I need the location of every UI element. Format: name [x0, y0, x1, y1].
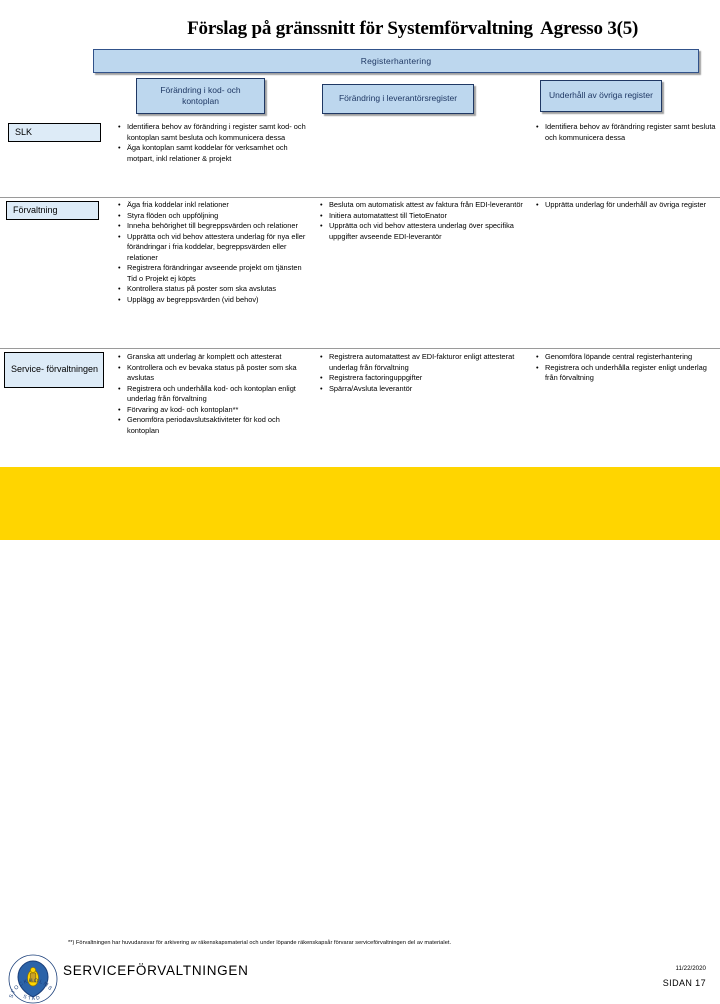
- bullet-item: [320, 200, 525, 211]
- bullet-item: [118, 200, 308, 211]
- column-header-label: Förändring i leverantörsregister: [338, 93, 458, 104]
- bullet-item: [536, 363, 716, 384]
- bullet-marker-icon: •: [320, 221, 323, 231]
- bullet-marker-icon: •: [118, 415, 121, 425]
- bullet-marker-icon: •: [536, 352, 539, 361]
- bullet-marker-icon: •: [118, 352, 121, 361]
- column-header-label: Förändring i kod- och kontoplan: [160, 84, 241, 106]
- svg-text:STOCKHOLMS: STOCKHOLMS: [8, 977, 54, 1000]
- bullet-text: Inneha behörighet till begreppsvärden och relationer: [127, 221, 298, 231]
- bullet-marker-icon: •: [320, 200, 323, 209]
- bullet-text: Registrera automatattest av EDI-fakturor enligt attesterat underlag från förvaltning: [329, 352, 515, 372]
- bullet-item: [118, 263, 308, 284]
- bullet-text: Upprätta underlag för underhåll av övriga register: [545, 200, 707, 209]
- bullet-text: Registrera och underhålla register enligt underlag från förvaltning: [545, 362, 707, 383]
- bullet-text: Granska att underlag är komplett och attesterat: [127, 352, 282, 361]
- footnote-text: **) Förvaltningen har huvudansvar för arkivering av räkenskapsmaterial och under löpande räkenskapsår förvarar serviceförvaltningen del av materialet.: [68, 940, 452, 946]
- bullet-text: Besluta om automatisk attest av faktura från EDI-leverantör: [329, 200, 523, 209]
- bullet-item: [118, 415, 308, 436]
- bullet-item: [118, 284, 308, 295]
- stockholm-city-crest-icon: [8, 954, 58, 1004]
- bullet-item: [320, 373, 525, 384]
- bullet-marker-icon: •: [536, 122, 539, 131]
- bullet-item: [118, 384, 308, 405]
- bullet-item: [320, 352, 525, 373]
- bullet-item: [118, 211, 308, 222]
- bullet-text: Äga kontoplan samt koddelar för verksamhet och motpart, inkl relationer & projekt: [127, 143, 288, 163]
- bullet-marker-icon: •: [536, 362, 539, 372]
- bullet-item: [320, 384, 525, 395]
- row-label-text: Service- förvaltningen: [11, 364, 99, 375]
- row-divider: [0, 348, 720, 349]
- bullet-marker-icon: •: [536, 200, 539, 209]
- bullet-item: [320, 221, 525, 242]
- column-header-label: Underhåll av övriga register: [549, 90, 653, 101]
- row-divider: [0, 197, 720, 198]
- bullet-text: Upprätta och vid behov attestera underlag över specifika uppgifter avseende EDI-leverantör: [329, 221, 514, 241]
- column-header-leverantorsregister: [322, 84, 474, 114]
- bullet-text: Kontrollera och ev bevaka status på poster som ska avslutas: [127, 362, 297, 383]
- bullet-text: Förvaring av kod- och kontoplan**: [127, 404, 239, 414]
- column-header-ovriga-register: [540, 80, 662, 112]
- bullet-text: Identifiera behov av förändring i register samt kod- och kontoplan samt besluta och kommunicera dessa: [127, 122, 306, 142]
- matrix-cell: [118, 200, 308, 305]
- bullet-marker-icon: •: [118, 200, 121, 209]
- page-title-main: Förslag på gränssnitt för Systemförvaltning: [187, 18, 533, 39]
- bullet-text: Registrera förändringar avseende projekt om tjänsten Tid o Projekt ej köpts: [127, 263, 302, 283]
- bullet-text: Äga fria koddelar inkl relationer: [127, 200, 229, 209]
- bullet-marker-icon: •: [320, 352, 323, 361]
- matrix-cell: [536, 122, 716, 143]
- bullet-marker-icon: •: [320, 210, 323, 220]
- bullet-text: Identifiera behov av förändring register samt besluta och kommunicera dessa: [545, 122, 716, 142]
- matrix-cell: [320, 352, 525, 394]
- bullet-text: Kontrollera status på poster som ska avslutas: [127, 284, 277, 294]
- bullet-item: [118, 232, 308, 264]
- bullet-item: [118, 363, 308, 384]
- row-label-text: SLK: [15, 126, 33, 137]
- bullet-marker-icon: •: [118, 221, 121, 231]
- row-label-text: Förvaltning: [13, 204, 58, 215]
- bullet-item: [118, 352, 308, 363]
- row-label-serviceforvaltningen: [4, 352, 104, 388]
- bullet-marker-icon: •: [118, 404, 121, 414]
- slide-footer: [0, 467, 720, 1003]
- bullet-item: [536, 122, 716, 143]
- matrix-cell: [536, 200, 716, 211]
- bullet-text: Upprätta och vid behov attestera underlag för nya eller förändringar i fria koddelar, begreppsvärden eller relationer: [127, 231, 306, 262]
- bullet-marker-icon: •: [320, 373, 323, 383]
- bullet-item: [320, 211, 525, 222]
- bullet-marker-icon: •: [118, 210, 121, 220]
- bullet-text: Genomföra periodavslutsaktiviteter för kod och kontoplan: [127, 415, 280, 435]
- bullet-marker-icon: •: [320, 383, 323, 393]
- bullet-marker-icon: •: [118, 294, 121, 304]
- page-title-overlap: Agresso 3(5): [540, 18, 639, 39]
- column-header-kod-och-kontoplan: [136, 78, 265, 114]
- bullet-text: Registrera factoringuppgifter: [329, 373, 423, 383]
- slide-date: 11/22/2020: [675, 965, 706, 972]
- svg-text:STAD: STAD: [22, 993, 43, 1003]
- row-label-forvaltning: [6, 201, 99, 220]
- matrix-cell: [118, 352, 308, 436]
- organization-name: SERVICEFÖRVALTNINGEN: [63, 963, 249, 978]
- bullet-item: [118, 122, 308, 143]
- bullet-marker-icon: •: [118, 122, 121, 131]
- bullet-item: [118, 143, 308, 164]
- bullet-item: [536, 352, 716, 363]
- bullet-text: Initiera automatattest till TietoEnator: [329, 210, 447, 220]
- bullet-marker-icon: •: [118, 231, 121, 241]
- bullet-marker-icon: •: [118, 263, 121, 273]
- bullet-text: Spärra/Avsluta leverantör: [329, 383, 413, 393]
- matrix-cell: [536, 352, 716, 384]
- bullet-marker-icon: •: [118, 362, 121, 372]
- bullet-marker-icon: •: [118, 383, 121, 393]
- bullet-item: [118, 295, 308, 306]
- bullet-text: Genomföra löpande central registerhantering: [545, 352, 693, 361]
- bullet-text: Registrera och underhålla kod- och kontoplan enligt underlag från förvaltning: [127, 383, 296, 404]
- banner-label: Registerhantering: [360, 56, 432, 66]
- bullet-item: [118, 405, 308, 416]
- slide-page-number: SIDAN 17: [662, 978, 706, 988]
- matrix-cell: [320, 200, 525, 242]
- matrix-cell: [118, 122, 308, 164]
- bullet-marker-icon: •: [118, 143, 121, 153]
- row-label-slk: [8, 123, 101, 142]
- bullet-text: Upplägg av begreppsvärden (vid behov): [127, 294, 259, 304]
- page-title: [0, 18, 720, 40]
- banner-registerhantering: [93, 49, 699, 73]
- bullet-text: Styra flöden och uppföljning: [127, 210, 219, 220]
- bullet-marker-icon: •: [118, 284, 121, 294]
- bullet-item: [536, 200, 716, 211]
- bullet-item: [118, 221, 308, 232]
